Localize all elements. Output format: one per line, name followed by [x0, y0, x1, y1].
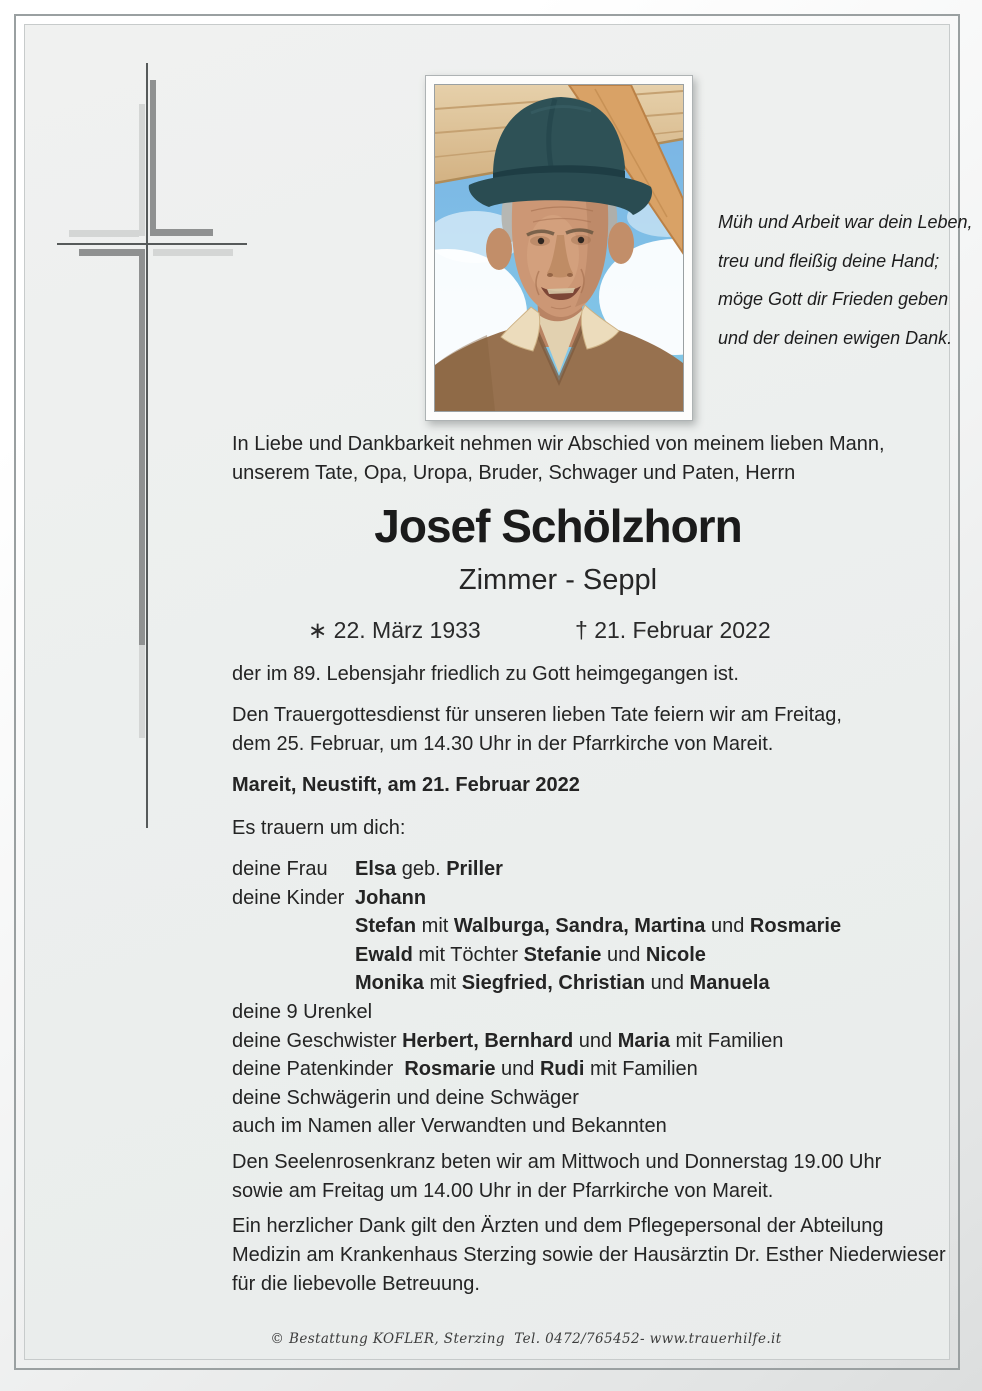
poem-line: möge Gott dir Frieden geben	[718, 289, 949, 309]
deceased-block	[232, 501, 884, 597]
cross-bar	[150, 80, 156, 236]
rosary-line: Den Seelenrosenkranz beten wir am Mittwoch und Donnerstag 19.00 Uhr	[232, 1151, 882, 1173]
mourner-name: Manuela	[689, 972, 770, 995]
life-dates	[232, 617, 932, 647]
intro-line: unserem Tate, Opa, Uropa, Bruder, Schwager und Paten, Herrn	[232, 462, 796, 484]
mourner-relation-label	[232, 912, 355, 941]
mourner-relation-label: deine Frau	[232, 858, 328, 880]
mourner-text: deine Patenkinder	[232, 1058, 405, 1081]
place-and-date: Mareit, Neustift, am 21. Februar 2022	[232, 774, 580, 796]
thanks-line: Medizin am Krankenhaus Sterzing sowie der Hausärztin Dr. Esther Niederwieser	[232, 1244, 946, 1266]
cross-bar	[153, 249, 233, 256]
mourner-row	[232, 941, 932, 970]
funeral-home-footer: © Bestattung KOFLER, Sterzing Tel. 0472/765452- www.trauerhilfe.it	[270, 1331, 782, 1347]
mourner-name: Johann	[355, 886, 427, 909]
mourner-names	[355, 941, 706, 970]
deceased-name: Josef Schölzhorn	[374, 500, 742, 552]
mourner-text: und	[645, 972, 690, 995]
mourner-row	[232, 969, 932, 998]
mourner-name: Herbert, Bernhard	[402, 1029, 574, 1052]
service-line: dem 25. Februar, um 14.30 Uhr in der Pfarrkirche von Mareit.	[232, 733, 774, 755]
mourner-text: mit	[416, 915, 454, 938]
mourner-row	[232, 1027, 932, 1056]
mourner-name: Nicole	[645, 943, 706, 966]
mourner-row	[232, 855, 932, 884]
mourner-relation-label	[232, 941, 355, 970]
mourner-row	[232, 912, 932, 941]
mourner-name: Rosmarie	[404, 1058, 496, 1081]
mourner-text: und	[601, 943, 646, 966]
funeral-service-text	[232, 701, 932, 759]
mourner-text: und	[705, 915, 750, 938]
mourner-row	[232, 1112, 932, 1141]
death-date	[575, 617, 771, 644]
mourner-name: Siegfried, Christian	[461, 972, 646, 995]
mourner-text: deine Schwägerin und deine Schwäger	[232, 1086, 579, 1109]
thanks-line: Ein herzlicher Dank gilt den Ärzten und dem Pflegepersonal der Abteilung	[232, 1215, 884, 1237]
service-line: Den Trauergottesdienst für unseren lieben Tate feiern wir am Freitag,	[232, 704, 842, 726]
mourner-text: und	[495, 1058, 540, 1081]
mourner-name: Stefanie	[523, 943, 602, 966]
mourner-name: Monika	[355, 972, 424, 995]
mourner-name: Priller	[446, 858, 503, 880]
rosary-text	[232, 1148, 932, 1206]
mourner-name: Stefan	[355, 915, 417, 938]
birth-symbol: ∗	[308, 617, 328, 643]
mourner-name: Rosmarie	[749, 915, 842, 938]
mourner-text: und	[573, 1029, 618, 1052]
mourner-relation-label: deine Kinder	[232, 886, 345, 909]
mourners-list	[232, 855, 932, 1141]
rosary-line: sowie am Freitag um 14.00 Uhr in der Pfarrkirche von Mareit.	[232, 1180, 774, 1202]
poem-line: treu und fleißig deine Hand;	[718, 250, 940, 271]
age-line: der im 89. Lebensjahr friedlich zu Gott heimgegangen ist.	[232, 663, 739, 685]
thanks-text	[232, 1212, 946, 1299]
mourner-name: Rudi	[539, 1058, 585, 1081]
mourner-text: mit Familien	[584, 1058, 698, 1081]
mourner-text: mit	[423, 972, 462, 995]
death-symbol: †	[575, 617, 588, 643]
portrait-photo-frame	[425, 75, 693, 421]
mourner-text: mit Familien	[669, 1029, 784, 1052]
poem-line: Müh und Arbeit war dein Leben,	[718, 212, 973, 232]
mourning-intro: Es trauern um dich:	[232, 817, 406, 839]
mourner-row	[232, 884, 932, 913]
birth-date	[308, 617, 481, 644]
poem-line: und der deinen ewigen Dank.	[718, 327, 953, 348]
intro-line: In Liebe und Dankbarkeit nehmen wir Abschied von meinem lieben Mann,	[232, 433, 885, 455]
cross-bar	[139, 249, 145, 645]
mourner-names	[355, 912, 841, 941]
mourner-text: geb.	[396, 858, 447, 880]
mourner-text: deine 9 Urenkel	[232, 1000, 373, 1023]
mourner-row	[232, 1084, 932, 1113]
mourner-names	[355, 884, 426, 913]
mourner-row	[232, 998, 932, 1027]
cross-bar	[139, 104, 145, 236]
mourner-name: Ewald	[355, 943, 413, 966]
deceased-nickname: Zimmer - Seppl	[458, 564, 658, 596]
death-date-text: 21. Februar 2022	[594, 617, 771, 643]
mourner-names	[355, 855, 503, 884]
mourner-name: Walburga, Sandra, Martina	[453, 915, 706, 938]
mourner-relation-label	[232, 969, 355, 998]
mourner-row	[232, 1055, 932, 1084]
cross-bar	[79, 249, 140, 256]
mourner-name: Elsa	[355, 858, 397, 880]
mourner-text: deine Geschwister	[232, 1029, 403, 1052]
thanks-line: für die liebevolle Betreuung.	[232, 1273, 480, 1295]
cross-line	[57, 243, 247, 245]
mourner-name: Maria	[617, 1029, 670, 1052]
mourner-names	[355, 969, 770, 998]
cross-bar	[69, 230, 139, 237]
intro-text	[232, 430, 932, 488]
mourner-text: mit Töchter	[412, 943, 524, 966]
portrait-photo	[434, 84, 684, 412]
cross-line	[146, 63, 148, 828]
cross-bar	[139, 645, 145, 738]
birth-date-text: 22. März 1933	[333, 617, 481, 643]
mourner-text: auch im Namen aller Verwandten und Bekannten	[232, 1115, 667, 1138]
cross-bar	[152, 229, 213, 236]
condolence-poem	[718, 203, 973, 357]
